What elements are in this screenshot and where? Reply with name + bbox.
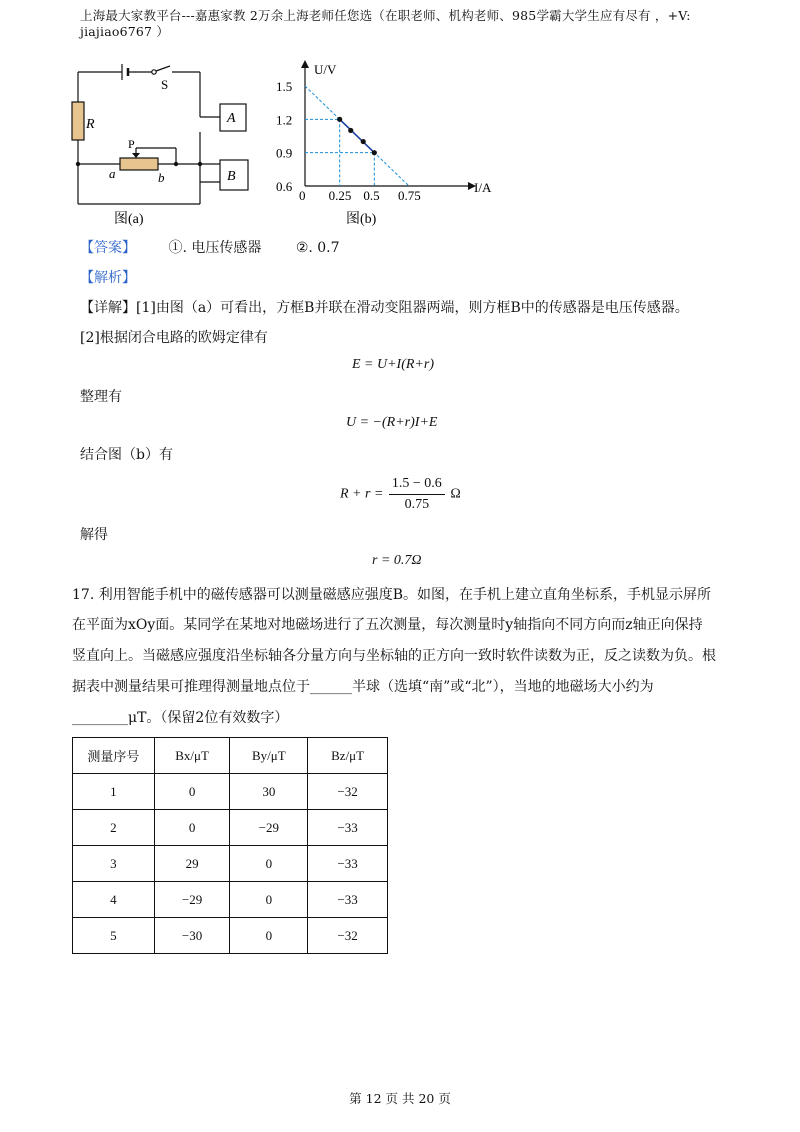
header-cell: Bx/μT [154, 738, 230, 774]
combine-text: 结合图（b）有 [80, 447, 173, 463]
table-cell: 5 [73, 918, 155, 954]
table-cell: −33 [308, 882, 388, 918]
x-tick-label: 0.25 [328, 188, 352, 203]
table-row [73, 846, 388, 882]
fraction-denominator: 0.75 [404, 497, 430, 512]
q17-line-5: ________μT。（保留2位有效数字） [72, 710, 289, 726]
analysis-detail: 【详解】[1]由图（a）可看出，方框B并联在滑动变阻器两端，则方框B中的传感器是电压传感器。 [80, 300, 689, 316]
caption-a: 图(a) [114, 212, 144, 227]
table-cell: 0 [154, 810, 230, 846]
header-line-2: jiajiao6767 ） [80, 24, 170, 39]
fraction-numerator: 1.5 − 0.6 [389, 476, 445, 495]
answer-line [80, 238, 340, 258]
table-header-row [73, 738, 388, 774]
q17-line-1: 17. 利用智能手机中的磁传感器可以测量磁感应强度B。如图，在手机上建立直角坐标系，手机显示屏所 [72, 587, 712, 603]
equation-2: U = −(R+r)I+E [346, 415, 438, 430]
table-cell: −33 [308, 810, 388, 846]
box-A-label: A [227, 111, 236, 126]
table-row [73, 918, 388, 954]
y-tick-label: 1.2 [276, 112, 293, 128]
equation-1: E = U+I(R+r) [352, 357, 434, 372]
table-cell: −29 [230, 810, 308, 846]
equation-3-left: R + r = [340, 486, 384, 502]
page-header [80, 8, 740, 40]
answer-item-2: ②. 0.7 [295, 240, 340, 256]
x-axis-label: I/A [474, 180, 492, 195]
circuit-diagram [60, 58, 270, 238]
table-cell: 0 [230, 918, 308, 954]
equation-3-unit: Ω [450, 486, 461, 502]
caption-b: 图(b) [346, 212, 377, 227]
header-line-1: 上海最大家教平台---嘉惠家教 2万余上海老师任您选（在职老师、机构老师、985学霸大学生应有尽有 ，+V: [80, 8, 691, 23]
table-cell: −32 [308, 918, 388, 954]
page-footer: 第 12 页 共 20 页 [349, 1091, 451, 1106]
ui-graph [268, 58, 508, 238]
fit-line-segment [340, 119, 375, 152]
analysis-step-2: [2]根据闭合电路的欧姆定律有 [80, 330, 268, 346]
header-cell: 测量序号 [73, 738, 155, 774]
table-cell: 0 [154, 774, 230, 810]
y-tick-label: 1.5 [276, 79, 293, 94]
equation-3 [340, 476, 461, 513]
header-cell: Bz/μT [308, 738, 388, 774]
x-tick-label: 0.75 [398, 188, 421, 203]
table-cell: 1 [73, 774, 155, 810]
equation-4: r = 0.7Ω [372, 553, 422, 568]
solve-text: 解得 [80, 527, 108, 543]
q17-line-2: 在平面为xOy面。某同学在某地对地磁场进行了五次测量，每次测量时y轴指向不同方向而z轴正向保持 [72, 617, 703, 633]
header-cell: By/μT [230, 738, 308, 774]
box-B-label: B [227, 169, 236, 184]
y-tick-label: 0.6 [276, 179, 293, 194]
q17-line-3: 竖直向上。当磁感应强度沿坐标轴各分量方向与坐标轴的正方向一致时软件读数为正，反之读数为负。根 [72, 648, 716, 664]
analysis-tag: 【解析】 [80, 270, 136, 286]
table-cell: −29 [154, 882, 230, 918]
answer-item-1: ①. 电压传感器 [168, 240, 262, 256]
label-a: a [109, 166, 116, 181]
table-row [73, 882, 388, 918]
table-cell: 0 [230, 882, 308, 918]
table-cell: 30 [230, 774, 308, 810]
measurement-table [72, 737, 388, 954]
table-cell: 4 [73, 882, 155, 918]
data-point [372, 150, 377, 155]
label-R: R [86, 117, 95, 132]
equation-3-fraction [389, 476, 445, 513]
y-axis-arrow [301, 60, 309, 68]
data-point [348, 128, 353, 133]
x-tick-label: 0.5 [363, 188, 380, 203]
table-cell: −32 [308, 774, 388, 810]
label-b: b [158, 170, 165, 185]
data-point [361, 139, 366, 144]
table-cell: 0 [230, 846, 308, 882]
table-row [73, 774, 388, 810]
label-S: S [161, 77, 169, 92]
answer-tag: 【答案】 [80, 240, 136, 256]
y-axis-label: U/V [314, 62, 337, 77]
table-cell: −30 [154, 918, 230, 954]
rearrange-text: 整理有 [80, 389, 122, 405]
table-cell: −33 [308, 846, 388, 882]
x-tick-label: 0 [299, 188, 306, 203]
q17-line-4: 据表中测量结果可推理得测量地点位于______半球（选填“南”或“北”），当地的地磁场大小约为 [72, 679, 654, 695]
table-cell: 3 [73, 846, 155, 882]
y-tick-label: 0.9 [276, 145, 293, 161]
data-point [337, 117, 342, 122]
table-row [73, 810, 388, 846]
table-cell: 29 [154, 846, 230, 882]
label-P: P [128, 137, 135, 151]
table-cell: 2 [73, 810, 155, 846]
